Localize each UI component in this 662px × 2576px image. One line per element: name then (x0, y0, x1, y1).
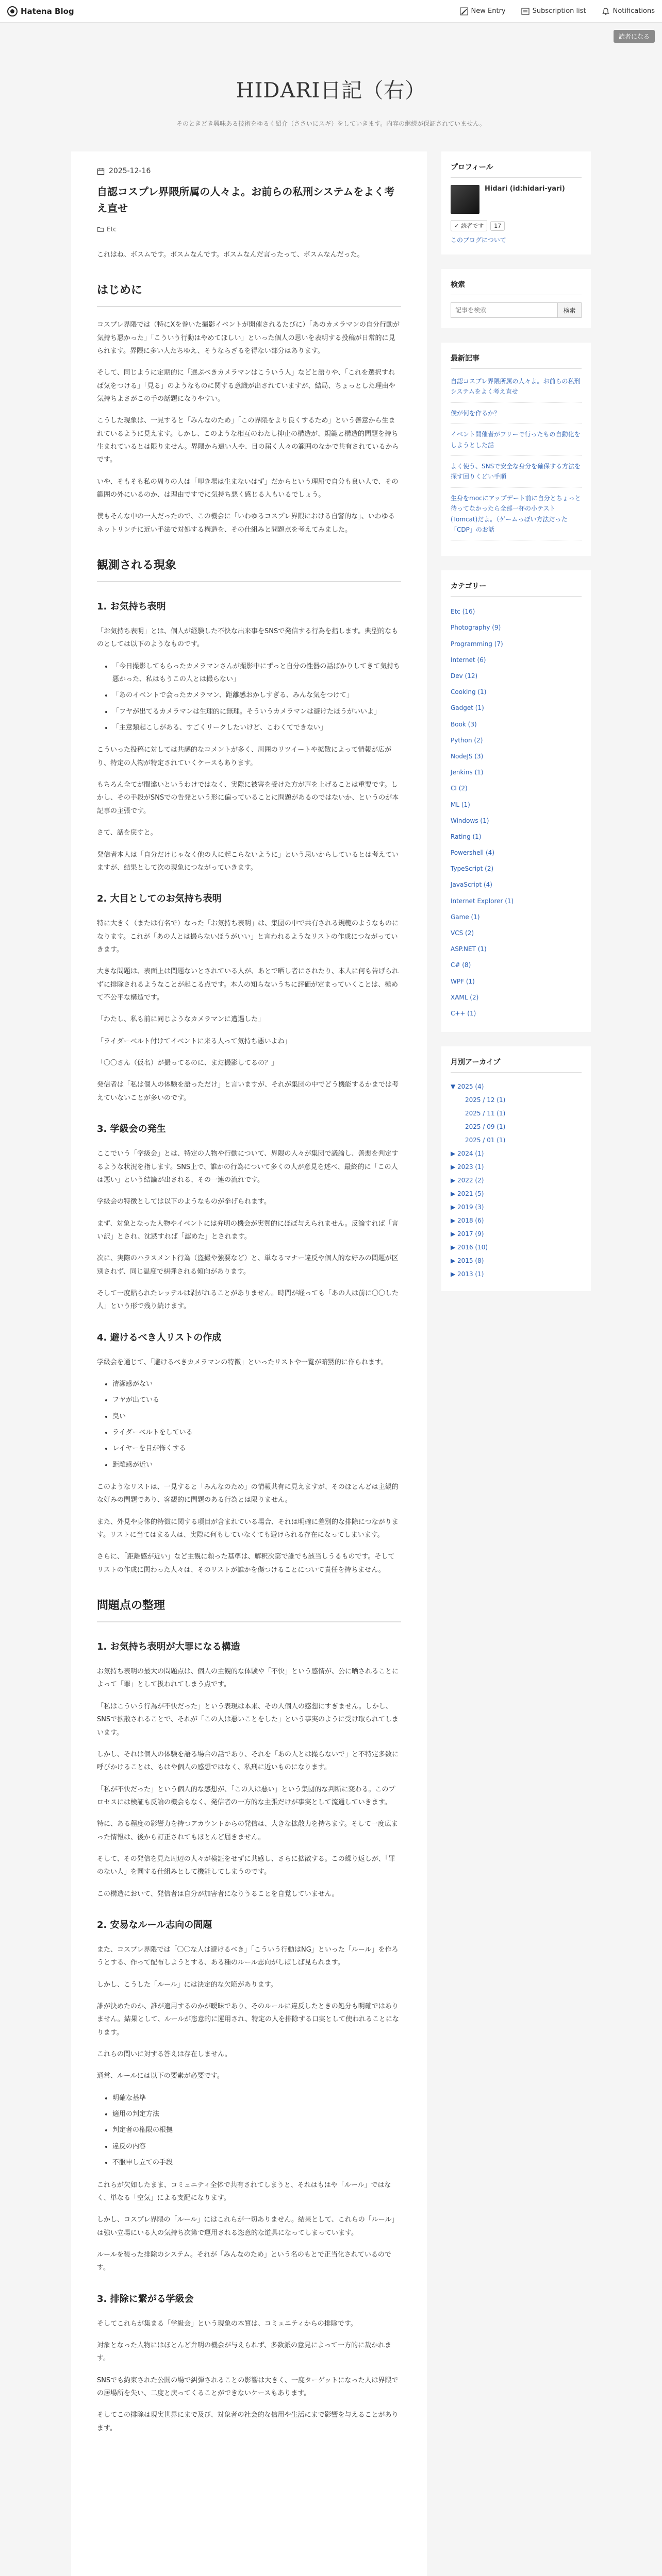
category-link[interactable]: Internet (6) (451, 656, 486, 664)
subsection-heading: 2. 大目としてのお気持ち表明 (97, 893, 222, 905)
paragraph: コスプレ界隈では（特にXを巻いた撮影イベントが開催されるたびに）「あのカメラマンの自分行動が気持ち悪かった」「こういう行動はやめてほしい」といった個人の思いを表明する投稿が日常的に見られます。界隈に多い人たちゆえ、そうならざるを得ない部分はあります。 (97, 321, 400, 355)
archive-year-link[interactable]: ▶ 2022 (2) (451, 1177, 484, 1184)
paragraph: 対象となった人物にはほとんど弁明の機会が与えられず、多数派の意見によって一方的に裁かれます。 (97, 2342, 391, 2363)
paragraph: これらが欠如したまま、コミュニティ全体で共有されてしまうと、それはもはや「ルール」ではなく、単なる「空気」による支配になります。 (97, 2181, 391, 2202)
category-link[interactable]: Internet Explorer (1) (451, 897, 514, 905)
list-item: • 「主意類起こしがある、すごくリークしたいけど、こわくてできない」 (112, 721, 401, 734)
list-item: • 「あのイベントで会ったカメラマン、距離感おかしすぎる、みんな気をつけて」 (112, 689, 401, 702)
paragraph: 大きな問題は、表面上は問題ないとされている人が、あとで晒し者にされたり、本人に何も告げられずに排除されるようなことが起こる点です。本人の知らないうちに評価が定まっていくことは、極めて不公平な構造です。 (97, 968, 399, 1002)
entry-article (71, 151, 427, 2576)
list-item: • 「今日撮影してもらったカメラマンさんが撮影中にずっと自分の性器の話ばかりしてきて気持ち悪かった、私はもうこの人とは撮らない」 (112, 660, 401, 686)
section-heading: はじめに (97, 280, 401, 307)
paragraph: しかし、こうした「ルール」には決定的な欠陥があります。 (97, 1980, 277, 1989)
archive-month-link[interactable]: 2025 / 01 (1) (465, 1137, 506, 1144)
recent-entries-widget (441, 343, 591, 556)
category-link[interactable]: WPF (1) (451, 977, 475, 985)
paragraph: これらの問いに対する答えは存在しません。 (97, 2050, 231, 2059)
profile-row (451, 185, 582, 214)
global-header (0, 0, 662, 23)
follow-button-label: 読者です (461, 223, 484, 229)
archive-month-link[interactable]: 2025 / 12 (1) (465, 1096, 506, 1104)
paragraph: しかし、それは個人の体験を語る場合の話であり、それを「あの人とは撮らないで」と不特定多数に呼びかけることは、もはや個人の感想ではなく、私刑に近いものになります。 (97, 1750, 399, 1772)
hatena-logo-icon (7, 6, 18, 16)
pencil-icon (460, 7, 468, 15)
follower-count: 17 (490, 221, 505, 231)
category-link[interactable]: ASP.NET (1) (451, 945, 487, 953)
list-item: • 違反の内容 (112, 2140, 401, 2153)
paragraph: この構造において、発信者は自分が加害者になりうることを自覚していません。 (97, 1890, 339, 1898)
brand-name: Hatena Blog (21, 6, 74, 16)
category-link[interactable]: NodeJS (3) (451, 752, 484, 760)
subsection-heading: 2. 安易なルール志向の問題 (97, 1919, 212, 1930)
paragraph: 誰が決めたのか、誰が適用するのかが曖昧であり、そのルールに違反したときの処分も明確ではありません。結果として、ルールが恣意的に運用され、特定の人を排除する口実として使われることになります。 (97, 2003, 400, 2037)
list-item: • ライダーベルトをしている (112, 1426, 401, 1439)
subsection-heading: 3. 学級会の発生 (97, 1124, 166, 1135)
paragraph: いや、そもそも私の周りの人は「叩き場は生まないはず」だからという理屈で自分も良い人で、その範囲の外にいるのか、は理由ですでに気持ち悪く感じる人もいるでしょう。 (97, 478, 399, 499)
archive-year-link[interactable]: ▶ 2018 (6) (451, 1217, 484, 1225)
paragraph: さて、話を戻すと。 (97, 829, 157, 837)
recent-entry-link[interactable]: 自認コスプレ界隈所属の人々よ。お前らの私刑システムをよく考え直せ (451, 376, 582, 403)
new-entry-label: New Entry (471, 7, 506, 15)
archive-widget (441, 1046, 591, 1291)
paragraph: 「わたし、私も前に同じようなカメラマンに遭遇した」 (97, 1015, 265, 1024)
category-link[interactable]: VCS (2) (451, 929, 474, 937)
search-widget-title: 検索 (451, 279, 582, 295)
profile-widget-title: プロフィール (451, 162, 582, 178)
category-link[interactable]: Photography (9) (451, 624, 501, 632)
search-row (451, 302, 582, 318)
category-link[interactable]: Jenkins (1) (451, 769, 484, 776)
entry-tag-label: Etc (107, 226, 117, 233)
bullet-list (112, 660, 401, 735)
paragraph: 特に、ある程度の影響力を持つアカウントからの発信は、大きな拡散力を持ちます。そして一度広まった情報は、後から訂正されてもほとんど届きません。 (97, 1820, 398, 1841)
paragraph: ここでいう「学級会」とは、特定の人物や行動について、界隈の人々が集団で議論し、善悪を判定するような状況を指します。SNS上で、誰かの行為について多くの人が意見を述べ、最終的に「この人は悪い」という結論が出される、その一連の流れです。 (97, 1150, 399, 1184)
paragraph: 「ライダーベルト付けてイベントに来る人って気持ち悪いよね」 (97, 1037, 291, 1045)
entry-body (97, 248, 401, 2435)
categories-widget (441, 570, 591, 1032)
subscription-label: Subscription list (532, 7, 586, 15)
paragraph: 学級会を通じて、「避けるべきカメラマンの特徴」といったリストや一覧が暗黙的に作られます。 (97, 1358, 388, 1366)
paragraph: こういった投稿に対しては共感的なコメントが多く、周囲のリツイートや拡散によって情報が広がり、特定の人物が特定されていくケースもあります。 (97, 746, 392, 767)
list-item: • 清潔感がない (112, 1378, 401, 1391)
archive-year-link[interactable]: ▶ 2024 (1) (451, 1150, 484, 1158)
list-item: • 不服申し立ての手段 (112, 2156, 401, 2169)
category-link[interactable]: Game (1) (451, 913, 480, 921)
notifications-label: Notifications (613, 7, 655, 15)
blog-title[interactable]: HIDARI日記（右） (236, 79, 426, 103)
category-link[interactable]: C++ (1) (451, 1009, 476, 1017)
subsection-heading: 4. 避けるべき人リストの作成 (97, 1332, 222, 1343)
category-link[interactable]: Cooking (1) (451, 688, 487, 696)
paragraph: ルールを装った排除のシステム。それが「みんなのため」という名のもとで正当化されているのです。 (97, 2250, 391, 2272)
avatar[interactable] (451, 185, 479, 214)
categories-list (451, 604, 582, 1022)
recent-entry-link[interactable]: 生身をmocにアップデート前に自分とちょっと待ってなかったら全部一杯の小テスト(Tomcat)だよ。（ゲームっぽい方法だった「CDP」のお話 (451, 493, 582, 541)
paragraph: 「お気持ち表明」とは、個人が経験した不快な出来事をSNSで発信する行為を指します。典型的なものとしては以下のようなものです。 (97, 628, 399, 649)
archive-year-link[interactable]: ▶ 2017 (9) (451, 1230, 484, 1238)
paragraph: 特に大きく（または有名で）なった「お気持ち表明」は、集団の中で共有される規範のようなものになります。これが「あの人とは撮らないほうがいい」と言われるようなリストの作成につながっていきます。 (97, 920, 399, 954)
paragraph: 発信者は「私は個人の体験を語っただけ」と言いますが、それが集団の中でどう機能するかまでは考えていないことが多いのです。 (97, 1081, 399, 1102)
category-link[interactable]: Programming (7) (451, 640, 503, 648)
list-item: • 明確な基準 (112, 2092, 401, 2105)
entry-category-tag[interactable] (97, 226, 117, 233)
check-icon: ✓ (454, 222, 459, 229)
archive-month-link[interactable]: 2025 / 11 (1) (465, 1110, 506, 1117)
paragraph: そしてこの排除は現実世界にまで及び、対象者の社会的な信用や生活にまで影響を与えることがあります。 (97, 2411, 399, 2432)
category-link[interactable]: Etc (16) (451, 608, 475, 616)
blog-description: そのときどき興味ある技術をゆるく紹介（ささいにスギ）をしていきます。内容の継続が保証されていません。 (176, 120, 486, 127)
category-link[interactable]: Gadget (1) (451, 704, 484, 712)
archive-year-link[interactable]: ▶ 2016 (10) (451, 1244, 488, 1251)
search-widget (441, 269, 591, 328)
list-item: • 距離感が近い (112, 1459, 401, 1471)
list-item: • 判定者の権限の根拠 (112, 2124, 401, 2137)
paragraph: そして、その発信を見た周辺の人々が検証をせずに共感し、さらに拡散する。この繰り返しが、「罪のない人」を罰する仕組みとして機能してしまうのです。 (97, 1855, 395, 1876)
category-link[interactable]: Rating (1) (451, 833, 482, 840)
recent-entries-list (451, 376, 582, 540)
bullet-list (112, 2092, 401, 2170)
follow-row (451, 220, 582, 231)
search-button[interactable]: 検索 (558, 302, 582, 318)
archive-year-link[interactable]: ▶ 2023 (1) (451, 1163, 484, 1171)
archive-list (451, 1080, 582, 1281)
paragraph: お気持ち表明の最大の問題点は、個人の主観的な体験や「不快」という感情が、公に晒されることによって「罪」として扱われてしまう点です。 (97, 1668, 399, 1689)
sidebar (441, 151, 591, 2576)
paragraph: 次に、実際のハラスメント行為（盗撮や強要など）と、単なるマナー違反や個人的な好みの問題が区別されず、同じ温度で糾弾される傾向があります。 (97, 1255, 399, 1276)
entry-date-text: 2025-12-16 (109, 167, 151, 175)
subscription-button[interactable] (521, 7, 586, 15)
paragraph: 「私が不快だった」という個人的な感想が、「この人は悪い」という集団的な判断に変わる。このプロセスには検証も反論の機会もなく、発信者の一方的な主張だけが事実として流通していきます。 (97, 1785, 395, 1806)
paragraph: そしてこれらが集まる「学級会」という現象の本質は、コミュニティからの排除です。 (97, 2319, 357, 2328)
profile-widget (441, 151, 591, 255)
category-link[interactable]: Book (3) (451, 720, 477, 728)
recent-entry-link[interactable]: よく使う、SNSで安全な身分を確保する方法を探す回りくどい手順 (451, 461, 582, 488)
blog-header (0, 23, 662, 151)
main-column (71, 151, 427, 2576)
list-item: • 臭い (112, 1410, 401, 1423)
category-link[interactable]: XAML (2) (451, 993, 479, 1001)
archive-year-link[interactable]: ▼ 2025 (4) (451, 1083, 484, 1091)
profile-info (485, 185, 565, 214)
search-input[interactable] (451, 302, 558, 318)
about-blog-link[interactable]: このブログについて (451, 236, 506, 244)
category-link[interactable]: ML (1) (451, 801, 470, 808)
paragraph: 「〇〇さん（仮名）が撮ってるのに、まだ撮影してるの？」 (97, 1059, 278, 1067)
archive-year-link[interactable]: ▶ 2015 (8) (451, 1257, 484, 1265)
notifications-button[interactable] (602, 7, 655, 15)
categories-title: カテゴリー (451, 581, 582, 597)
category-link[interactable]: Powershell (4) (451, 849, 495, 857)
subsection-heading: 3. 排除に繋がる学級会 (97, 2293, 194, 2304)
entry-title[interactable]: 自認コスプレ界隈所属の人々よ。お前らの私刑システムをよく考え直せ (97, 185, 395, 214)
calendar-icon (97, 167, 105, 175)
archive-month-link[interactable]: 2025 / 09 (1) (465, 1123, 506, 1131)
section-heading: 観測される現象 (97, 555, 401, 582)
paragraph: また、外見や身体的特徴に関する項目が含まれている場合、それは明確に差別的な排除につながります。リストに当てはまる人は、実際に何もしていなくても避けられる存在になってしまいます。 (97, 1518, 399, 1539)
paragraph: SNSでも約束された公開の場で糾弾されることの影響は大きく、一度ターゲットになった人は界隈での居場所を失い、二度と戻ってくることができないケースもあります。 (97, 2376, 399, 2398)
category-link[interactable]: Dev (12) (451, 672, 478, 680)
folder-icon (97, 226, 104, 233)
list-item: • レイヤーを目が怖くする (112, 1442, 401, 1455)
category-link[interactable]: CI (2) (451, 785, 468, 792)
archive-title: 月別アーカイブ (451, 1057, 582, 1073)
category-link[interactable]: C# (8) (451, 961, 471, 969)
paragraph: 学級会の特徴としては以下のようなものが挙げられます。 (97, 1198, 271, 1206)
subsection-heading: 1. お気持ち表明 (97, 601, 166, 612)
follow-button[interactable] (451, 220, 487, 231)
paragraph: 発信者本人は「自分だけじゃなく他の人に起こらないように」という思いからしているとは考えていますが、結果として次の現象につながっていきます。 (97, 851, 399, 872)
archive-year-link[interactable]: ▶ 2013 (1) (451, 1270, 484, 1278)
entry-intro: これはね、ボスムです。ボスムなんです。ボスムなんだ言ったって、ボスムなんだった。 (97, 251, 364, 259)
list-item: • 適用の判定方法 (112, 2108, 401, 2121)
section-heading: 問題点の整理 (97, 1595, 401, 1622)
entry-date[interactable] (97, 167, 401, 175)
paragraph: 通常、ルールには以下の要素が必要です。 (97, 2072, 224, 2080)
paragraph: さらに、「距離感が近い」など主観に頼った基準は、解釈次第で誰でも該当しうるものです。そしてリストの作成に関わった人々は、そのリストが誰かを傷つけることについて責任を持ちません。 (97, 1553, 395, 1574)
archive-year-link[interactable]: ▶ 2021 (5) (451, 1190, 484, 1198)
recent-entry-link[interactable]: 僕が何を作るか？ (451, 408, 582, 424)
paragraph: もちろん全てが間違いというわけではなく、実際に被害を受けた方が声を上げることは重要です。しかし、その手段がSNSでの告発という形に偏っていることに問題があるのではないか、というのが本記事の主張です。 (97, 781, 399, 815)
bell-icon (602, 7, 610, 15)
subscribe-reader-button[interactable]: 読者になる (614, 30, 655, 43)
list-icon (521, 7, 529, 15)
paragraph: そして一度貼られたレッテルは剥がれることがありません。時間が経っても「あの人は前に〇〇した人」という形で残り続けます。 (97, 1289, 399, 1311)
paragraph: こうした現象は、一見すると「みんなのため」「この界隈をより良くするため」という善意から生まれているように見えます。しかし、このような相互のわたし抑止の構造が、規範と構造的問題を持ち生まれているとは限りません。界隈から遠い人や、目の届く人々の範囲のなかで共有されているからです。 (97, 417, 399, 464)
paragraph: また、コスプレ界隈では「〇〇な人は避けるべき」「こういう行動はNG」といった「ルール」を作ろうとする、作って配布しようとする、ある種のルール志向がしばしば見られます。 (97, 1946, 399, 1967)
paragraph: そして、同じように定期的に「選ぶべきカメラマンはこういう人」などと語りや、「これを選択すれば気をつける」「見る」のようなものに関する意識が出されていますが、結局、ちょっとした理由や気持ちよさがこの手の話題になりやすい。 (97, 369, 395, 403)
paragraph: 「私はこういう行為が不快だった」という表現は本来、その人個人の感想にすぎません。しかし、SNSで拡散されることで、それが「この人は悪いことをした」という事実のように受け取られてしまいます。 (97, 1702, 399, 1737)
category-link[interactable]: JavaScript (4) (451, 881, 492, 889)
list-item: • フヤが出ている (112, 1394, 401, 1406)
recent-entry-link[interactable]: イベント開催者がフリーで行ったもの自動化をしようとした話 (451, 429, 582, 456)
archive-year-link[interactable]: ▶ 2019 (3) (451, 1204, 484, 1211)
paragraph: このようなリストは、一見すると「みんなのため」の情報共有に見えますが、そのほとんどは主観的な好みの問題であり、客観的に問題のある行為とは限りません。 (97, 1483, 399, 1504)
paragraph: しかし、コスプレ界隈の「ルール」にはこれらが一切ありません。結果として、これらの「ルール」は強い立場にいる人の気持ち次第で運用される恣意的な道具になってしまっています。 (97, 2216, 399, 2237)
category-link[interactable]: Windows (1) (451, 817, 489, 824)
recent-entries-title: 最新記事 (451, 353, 582, 369)
list-item: • 「フヤが出てるカメラマンは生理的に無理。そういうカメラマンは避けたほうがいいよ」 (112, 705, 401, 718)
subsection-heading: 1. お気持ち表明が大罪になる構造 (97, 1641, 240, 1653)
paragraph: まず、対象となった人物やイベントには弁明の機会が実質的にほぼ与えられません。反論すれば「言い訳」とされ、沈黙すれば「認めた」とされます。 (97, 1219, 399, 1241)
bullet-list (112, 1378, 401, 1471)
category-link[interactable]: TypeScript (2) (451, 865, 494, 873)
profile-name[interactable]: Hidari (id:hidari-yari) (485, 185, 565, 193)
hatena-logo[interactable] (7, 6, 74, 16)
content-container (0, 151, 662, 2576)
new-entry-button[interactable] (460, 7, 506, 15)
paragraph: 僕もそんな中の一人だったので、この機会に「いわゆるコスプレ界隈における自警的な」、いわゆるネットリンチに近い手法で対処する構造を、その仕組みと問題点を考えてみました。 (97, 513, 395, 534)
category-link[interactable]: Python (2) (451, 736, 483, 744)
